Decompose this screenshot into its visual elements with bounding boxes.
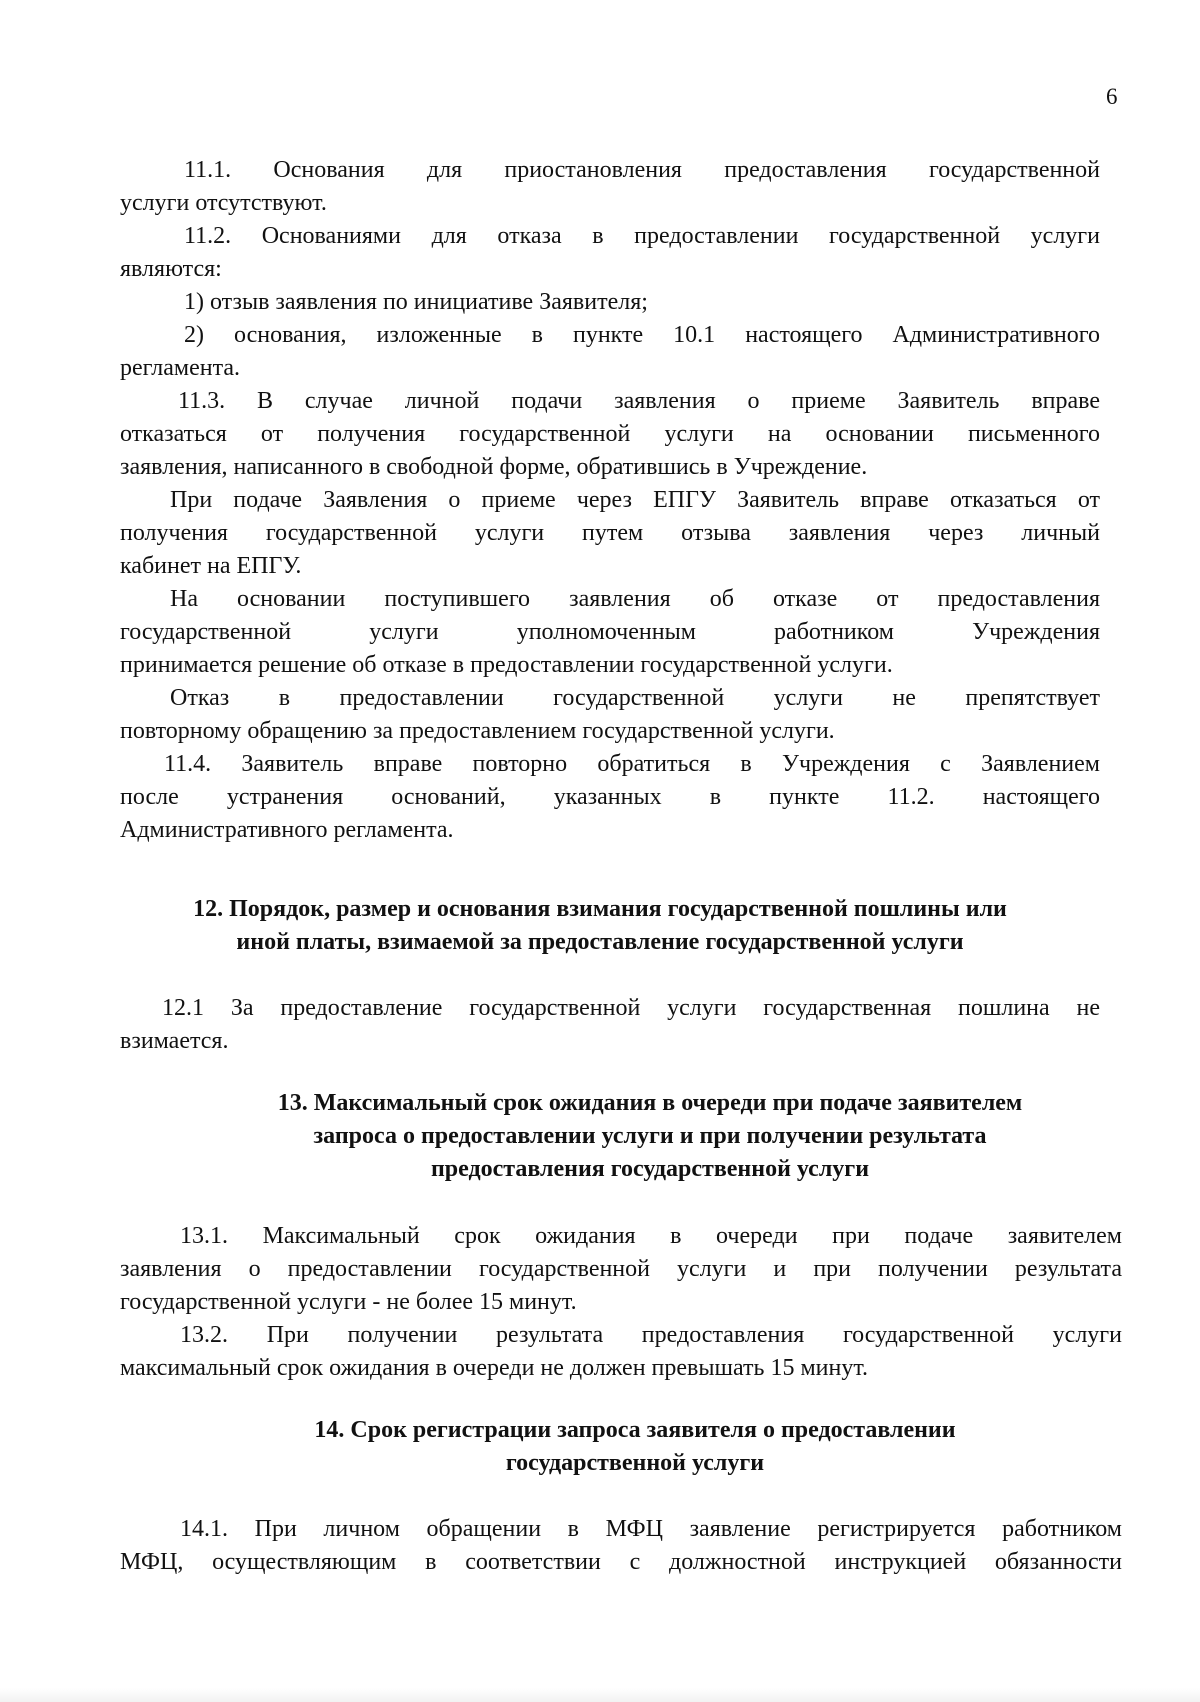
text-line: Административного регламента. xyxy=(120,817,454,843)
text-line: взимается. xyxy=(120,1028,229,1054)
text-line: 2) основания, изложенные в пункте 10.1 настоящего Административного xyxy=(184,322,1100,348)
paragraph-14-1 xyxy=(120,1513,1122,1579)
paragraph-11-2 xyxy=(120,220,1100,286)
text-line: Отказ в предоставлении государственной услуги не препятствует xyxy=(170,685,1100,711)
text-line: 11.4. Заявитель вправе повторно обратиться в Учреждения с Заявлением xyxy=(164,751,1100,777)
paragraph-11-4 xyxy=(120,748,1100,847)
section-heading-13 xyxy=(200,1087,1100,1186)
heading-line: иной платы, взимаемой за предоставление государственной услуги xyxy=(236,929,964,955)
list-item-1 xyxy=(120,286,1100,319)
paragraph-13-2 xyxy=(120,1319,1122,1385)
heading-line: государственной услуги xyxy=(505,1450,765,1476)
text-line: кабинет на ЕПГУ. xyxy=(120,553,302,579)
text-line: заявления, написанного в свободной форме, обратившись в Учреждение. xyxy=(120,454,868,480)
text-line: 14.1. При личном обращении в МФЦ заявление регистрируется работником xyxy=(180,1516,1122,1542)
text-line: заявления о предоставлении государственной услуги и при получении результата xyxy=(120,1256,1122,1282)
text-line: 11.1. Основания для приостановления предоставления государственной xyxy=(184,157,1100,183)
text-line: На основании поступившего заявления об отказе от предоставления xyxy=(170,586,1100,612)
text-line: отказаться от получения государственной услуги на основании письменного xyxy=(120,421,1100,447)
paragraph-11-3-decision xyxy=(120,583,1100,682)
paragraph-11-3-refusal xyxy=(120,682,1100,748)
text-line: 13.2. При получении результата предоставления государственной услуги xyxy=(180,1322,1122,1348)
paragraph-12-1 xyxy=(120,992,1100,1058)
list-item-2 xyxy=(120,319,1100,385)
text-line: При подаче Заявления о приеме через ЕПГУ Заявитель вправе отказаться от xyxy=(170,487,1100,513)
text-line: 12.1 За предоставление государственной услуги государственная пошлина не xyxy=(162,995,1100,1021)
paragraph-11-3-epgu xyxy=(120,484,1100,583)
text-line: повторному обращению за предоставлением государственной услуги. xyxy=(120,718,835,744)
text-line: 11.3. В случае личной подачи заявления о приеме Заявитель вправе xyxy=(178,388,1100,414)
heading-line: 12. Порядок, размер и основания взимания государственной пошлины или xyxy=(193,896,1007,922)
text-line: после устранения оснований, указанных в пункте 11.2. настоящего xyxy=(120,784,1100,810)
text-line: 13.1. Максимальный срок ожидания в очереди при подаче заявителем xyxy=(180,1223,1122,1249)
text-line: государственной услуги уполномоченным работником Учреждения xyxy=(120,619,1100,645)
scan-bottom-edge xyxy=(0,1688,1200,1702)
heading-line: запроса о предоставлении услуги и при получении результата xyxy=(313,1123,987,1149)
heading-line: предоставления государственной услуги xyxy=(430,1156,870,1182)
text-line: принимается решение об отказе в предоставлении государственной услуги. xyxy=(120,652,893,678)
text-line: 11.2. Основаниями для отказа в предоставлении государственной услуги xyxy=(184,223,1100,249)
section-heading-14 xyxy=(200,1414,1070,1480)
text-line: МФЦ, осуществляющим в соответствии с должностной инструкцией обязанности xyxy=(120,1549,1122,1575)
section-heading-12 xyxy=(100,893,1100,959)
text-line: являются: xyxy=(120,256,222,282)
page-number: 6 xyxy=(1106,84,1118,109)
text-line: максимальный срок ожидания в очереди не должен превышать 15 минут. xyxy=(120,1355,868,1381)
text-line: услуги отсутствуют. xyxy=(120,190,327,216)
heading-line: 13. Максимальный срок ожидания в очереди при подаче заявителем xyxy=(277,1090,1023,1116)
text-line: государственной услуги - не более 15 минут. xyxy=(120,1289,577,1315)
heading-line: 14. Срок регистрации запроса заявителя о предоставлении xyxy=(314,1417,956,1443)
text-line: регламента. xyxy=(120,355,241,381)
text-line: 1) отзыв заявления по инициативе Заявителя; xyxy=(184,289,648,315)
text-line: получения государственной услуги путем отзыва заявления через личный xyxy=(120,520,1100,546)
paragraph-11-3 xyxy=(120,385,1100,484)
paragraph-13-1 xyxy=(120,1220,1122,1319)
paragraph-11-1 xyxy=(120,154,1100,220)
